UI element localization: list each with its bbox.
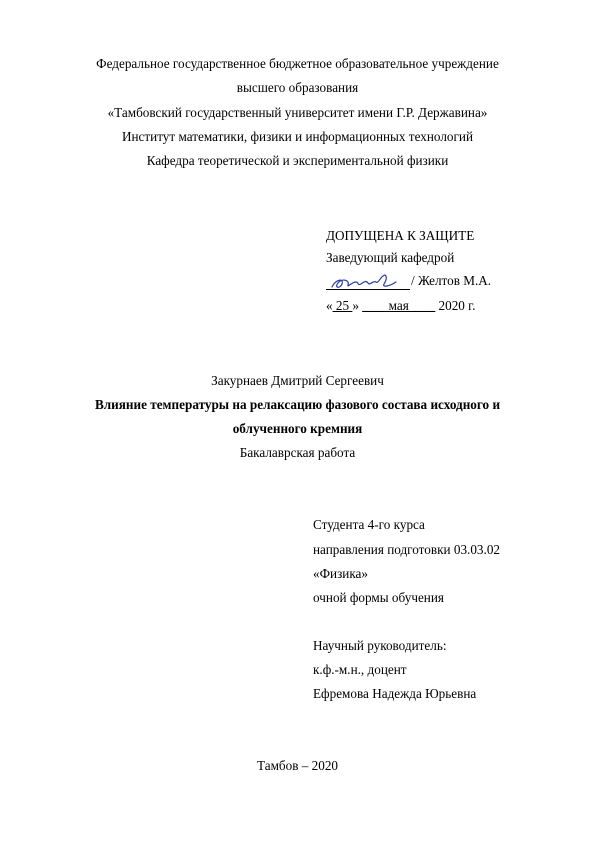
handwritten-signature-icon <box>326 270 410 292</box>
approval-title: ДОПУЩЕНА К ЗАЩИТЕ <box>326 228 475 243</box>
date-month: ____мая____ <box>362 298 436 313</box>
city-year: Тамбов – 2020 <box>256 758 339 773</box>
date-year: 2020 г. <box>435 298 476 313</box>
university-name: «Тамбовский государственный университет имени Г.Р. Державина» <box>107 105 488 120</box>
student-direction: направления подготовки 03.03.02 <box>313 542 501 557</box>
department-name: Кафедра теоретической и экспериментальной физики <box>146 153 449 168</box>
institution-line-1: Федеральное государственное бюджетное образовательное учреждение <box>96 56 499 71</box>
work-type: Бакалаврская работа <box>239 445 356 460</box>
date-day: 25 <box>332 298 353 313</box>
thesis-title-line-2: облученного кремния <box>232 421 363 436</box>
date-open-quote: « <box>326 298 333 313</box>
date-close-quote: » <box>352 298 363 313</box>
student-program: «Физика» <box>313 566 368 581</box>
student-study-form: очной формы обучения <box>313 590 444 605</box>
institution-line-2: высшего образования <box>236 80 359 95</box>
signature-field <box>326 270 410 292</box>
approval-role: Заведующий кафедрой <box>326 250 455 265</box>
institute-name: Институт математики, физики и информационных технологий <box>121 129 474 144</box>
author-name: Закурнаев Дмитрий Сергеевич <box>211 373 384 388</box>
approval-date <box>326 298 475 314</box>
approver-name: / Желтов М.А. <box>411 273 492 288</box>
student-course: Студента 4-го курса <box>313 517 425 532</box>
thesis-title-line-1: Влияние температуры на релаксацию фазового состава исходного и <box>94 397 501 412</box>
supervisor-degree: к.ф.-м.н., доцент <box>313 662 407 677</box>
supervisor-name: Ефремова Надежда Юрьевна <box>313 686 477 701</box>
supervisor-label: Научный руководитель: <box>313 638 447 653</box>
